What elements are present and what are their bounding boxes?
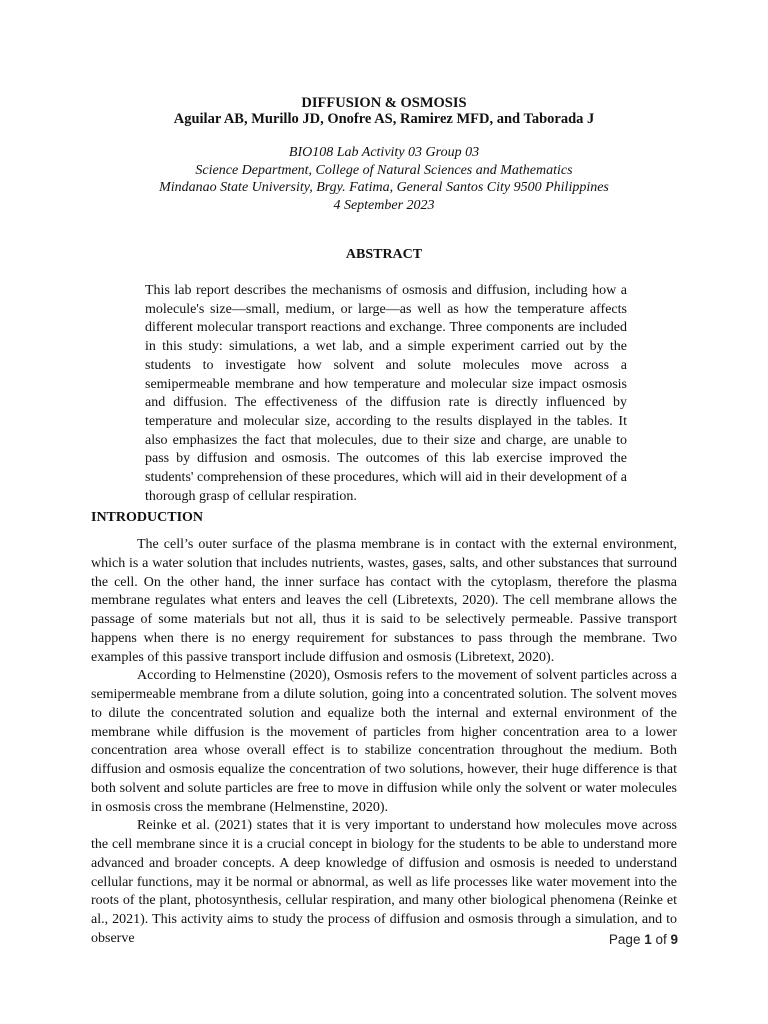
page-number [609, 931, 678, 949]
course-line: BIO108 Lab Activity 03 Group 03 [288, 145, 480, 160]
abstract-heading: ABSTRACT [345, 247, 423, 262]
page-total: 9 [670, 932, 678, 947]
abstract-text: This lab report describes the mechanisms of osmosis and diffusion, including how a molecule's size—small, medium, or large—as well as how the temperature affects different molecular transport reactions and exchange. Three components are included in this study: simulations, a wet lab, and a simple experiment carried out by the students to investigate how solvent and solute molecules move across a semipermeable membrane and how temperature and molecular size impact osmosis and diffusion. The effectiveness of the diffusion rate is directly influenced by temperature and molecular size, according to the results displayed in the tables. It also emphasizes the fact that molecules, due to their size and charge, are unable to pass by diffusion and osmosis. The outcomes of this lab exercise improved the students' comprehension of these procedures, which will aid in their development of a thorough grasp of cellular respiration. [145, 283, 627, 504]
intro-paragraph: The cell’s outer surface of the plasma membrane is in contact with the external environment, which is a water solution that includes nutrients, wastes, gases, salts, and other substances that surround the cell. On the other hand, the inner surface has contact with the cytoplasm, therefore the plasma membrane regulates what enters and leaves the cell (Libretexts, 2020). The cell membrane allows the passage of some materials but not all, thus it is said to be selectively permeable. Passive transport happens when there is no energy requirement for substances to pass through the membrane. Two examples of this passive transport include diffusion and osmosis (Libretext, 2020). [91, 537, 677, 665]
department-line: Science Department, College of Natural Sciences and Mathematics [195, 162, 573, 178]
date-line: 4 September 2023 [333, 197, 435, 213]
intro-paragraph: Reinke et al. (2021) states that it is very important to understand how molecules move across the cell membrane since it is a crucial concept in biology for the students to be able to understand more advanced and broader concepts. A deep knowledge of diffusion and osmosis is needed to understand cellular functions, may it be normal or abnormal, as well as life processes like water movement into the roots of the plant, photosynthesis, cellular respiration, and many other biological phenomena (Reinke et al., 2021). This activity aims to study the process of diffusion and osmosis through a simulation, and to observe [91, 818, 677, 946]
introduction-heading: INTRODUCTION [91, 510, 204, 525]
affiliation-block [0, 144, 768, 214]
introduction-body [91, 536, 677, 949]
page-current: 1 [644, 932, 652, 947]
university-line: Mindanao State University, Brgy. Fatima, General Santos City 9500 Philippines [159, 180, 609, 195]
intro-paragraph: According to Helmenstine (2020), Osmosis refers to the movement of solvent particles across a semipermeable membrane from a dilute solution, going into a concentrated solution. The solvent moves to dilute the concentrated solution and equalize both the internal and external environment of the membrane while diffusion is the movement of particles from higher concentration area to a lower concentration area whose overall effect is to stabilize concentration throughout the medium. Both diffusion and osmosis equalize the concentration of two solutions, however, their huge difference is that both solvent and solute particles are free to move in diffusion while only the solvent or water molecules in osmosis cross the membrane (Helmenstine, 2020). [91, 668, 677, 815]
author-list: Aguilar AB, Murillo JD, Onofre AS, Ramirez MFD, and Taborada J [173, 111, 595, 127]
paper-title: DIFFUSION & OSMOSIS [301, 95, 467, 111]
page-prefix: Page [608, 932, 645, 947]
page-of: of [651, 932, 671, 947]
